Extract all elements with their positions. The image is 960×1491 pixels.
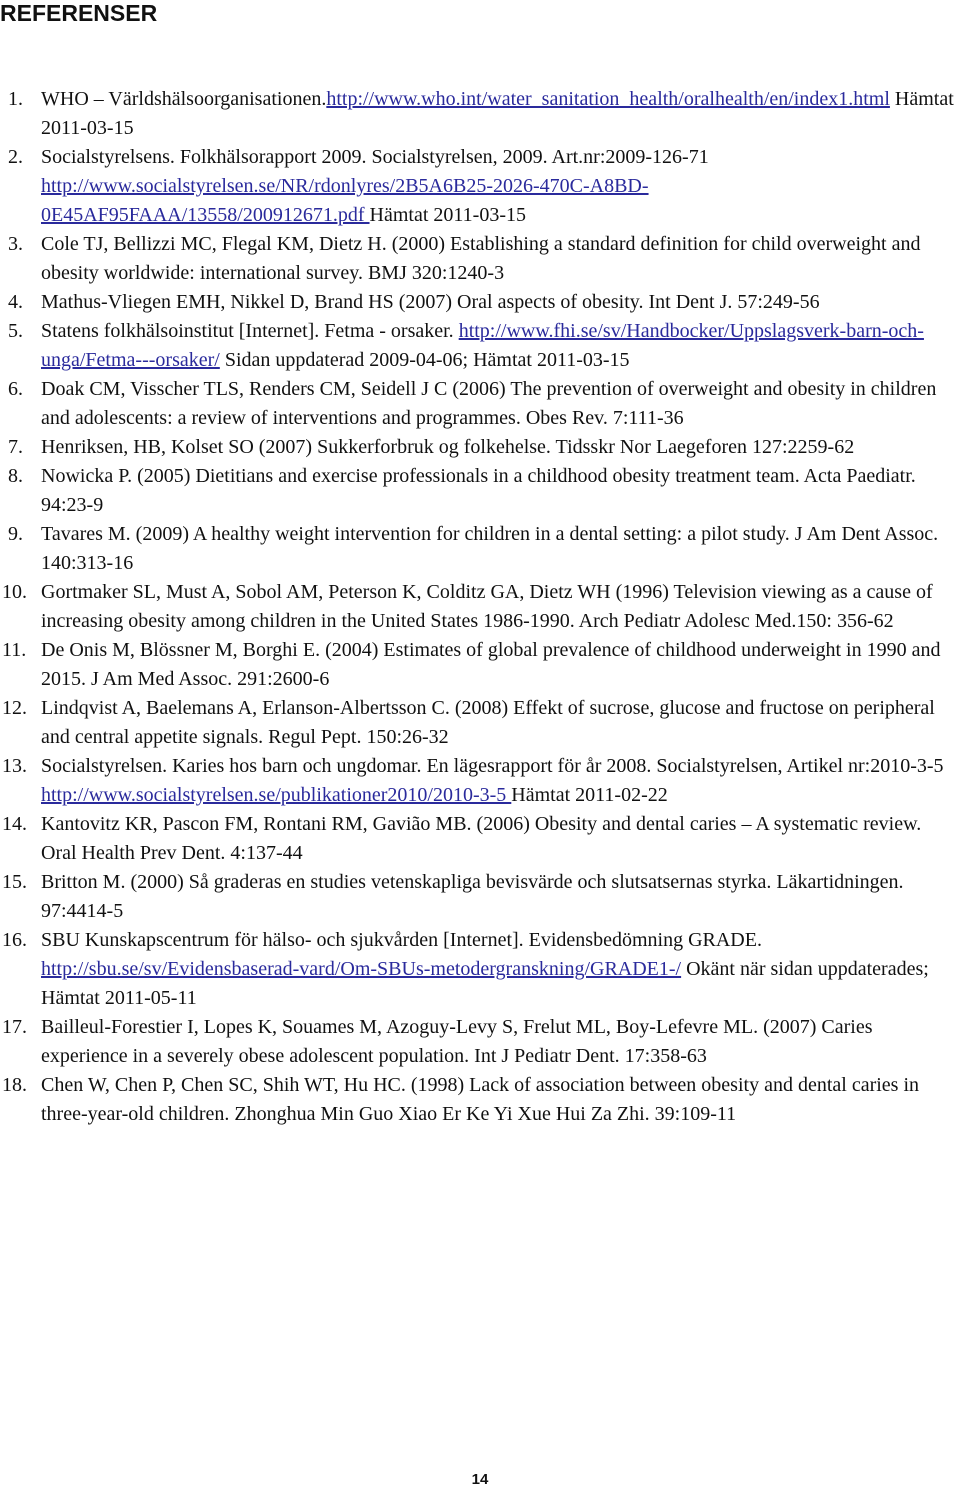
- reference-link[interactable]: http://www.who.int/water_sanitation_health/oralhealth/en/index1.html: [326, 88, 890, 110]
- reference-text: Henriksen, HB, Kolset SO (2007) Sukkerforbruk og folkehelse. Tidsskr Nor Laegeforen 127:2259-62: [41, 436, 855, 458]
- reference-text: Chen W, Chen P, Chen SC, Shih WT, Hu HC. (1998) Lack of association between obesity and dental caries in three-year-old children. Zhonghua Min Guo Xiao Er Ke Yi Xue Hui Za Zhi. 39:109-11: [41, 1074, 920, 1125]
- reference-number: 18.: [2, 1074, 27, 1096]
- reference-number: 17.: [2, 1016, 27, 1038]
- reference-item: [0, 868, 958, 926]
- reference-item: [0, 375, 958, 433]
- reference-item: [0, 926, 958, 1013]
- reference-item: [0, 578, 958, 636]
- reference-number: 13.: [2, 755, 27, 777]
- page-number: 14: [471, 1471, 489, 1488]
- reference-text: Lindqvist A, Baelemans A, Erlanson-Albertsson C. (2008) Effekt of sucrose, glucose and fructose on peripheral and central appetite signals. Regul Pept. 150:26-32: [41, 697, 935, 748]
- reference-link[interactable]: http://www.socialstyrelsen.se/publikationer2010/2010-3-5: [41, 784, 512, 806]
- reference-item: [0, 85, 958, 143]
- reference-item: [0, 752, 958, 810]
- reference-item: [0, 317, 958, 375]
- reference-text-after: Hämtat 2011-03-15: [41, 88, 954, 139]
- reference-number: 5.: [8, 320, 23, 342]
- reference-number: 12.: [2, 697, 27, 719]
- reference-text: Britton M. (2000) Så graderas en studies vetenskapliga bevisvärde och slutsatsernas styrka. Läkartidningen. 97:4414-5: [41, 871, 904, 922]
- reference-number: 15.: [2, 871, 27, 893]
- reference-item: [0, 462, 958, 520]
- reference-item: [0, 288, 958, 317]
- reference-item: [0, 1013, 958, 1071]
- reference-number: 14.: [2, 813, 27, 835]
- reference-text: Bailleul-Forestier I, Lopes K, Souames M, Azoguy-Levy S, Frelut ML, Boy-Lefevre ML. (2007) Caries experience in a severely obese adolescent population. Int J Pediatr Dent. 17:358-63: [41, 1016, 873, 1067]
- reference-text: Statens folkhälsoinstitut [Internet]. Fetma - orsaker.: [41, 320, 459, 342]
- reference-text: Kantovitz KR, Pascon FM, Rontani RM, Gavião MB. (2006) Obesity and dental caries – A systematic review. Oral Health Prev Dent. 4:137-44: [41, 813, 922, 864]
- reference-item: [0, 433, 958, 462]
- reference-text: SBU Kunskapscentrum för hälso- och sjukvården [Internet]. Evidensbedömning GRADE.: [41, 929, 762, 951]
- reference-text: Socialstyrelsens. Folkhälsorapport 2009. Socialstyrelsen, 2009. Art.nr:2009-126-71: [41, 146, 709, 168]
- reference-item: [0, 230, 958, 288]
- reference-number: 10.: [2, 581, 27, 603]
- reference-number: 4.: [8, 291, 23, 313]
- reference-link[interactable]: http://www.socialstyrelsen.se/NR/rdonlyres/2B5A6B25-2026-470C-A8BD-0E45AF95FAAA/13558/200912671.pdf: [41, 175, 649, 226]
- reference-item: [0, 694, 958, 752]
- reference-link[interactable]: http://www.fhi.se/sv/Handbocker/Uppslagsverk-barn-och-unga/Fetma---orsaker/: [41, 320, 924, 371]
- reference-item: [0, 810, 958, 868]
- reference-text: Tavares M. (2009) A healthy weight intervention for children in a dental setting: a pilot study. J Am Dent Assoc. 140:313-16: [41, 523, 939, 574]
- references-heading: REFERENSER: [0, 0, 158, 26]
- reference-text-after: Hämtat 2011-02-22: [511, 784, 668, 806]
- reference-text: Cole TJ, Bellizzi MC, Flegal KM, Dietz H. (2000) Establishing a standard definition for child overweight and obesity worldwide: international survey. BMJ 320:1240-3: [41, 233, 921, 284]
- reference-number: 8.: [8, 465, 23, 487]
- reference-text: Socialstyrelsen. Karies hos barn och ungdomar. En lägesrapport för år 2008. Socialstyrelsen, Artikel nr:2010-3-5: [41, 755, 944, 777]
- reference-text: Gortmaker SL, Must A, Sobol AM, Peterson K, Colditz GA, Dietz WH (1996) Television viewing as a cause of increasing obesity among children in the United States 1986-1990. Arch Pediatr Adolesc Med.150: 356-62: [41, 581, 933, 632]
- reference-list: [0, 85, 958, 1129]
- reference-number: 7.: [8, 436, 23, 458]
- reference-number: 3.: [8, 233, 23, 255]
- reference-number: 2.: [8, 146, 23, 168]
- reference-text-after: Okänt när sidan uppdaterades; Hämtat 2011-05-11: [41, 958, 929, 1009]
- reference-link[interactable]: http://sbu.se/sv/Evidensbaserad-vard/Om-SBUs-metodergranskning/GRADE1-/: [41, 958, 682, 980]
- reference-text-after: Hämtat 2011-03-15: [369, 204, 526, 226]
- reference-item: [0, 143, 958, 230]
- reference-text: WHO – Världshälsoorganisationen.: [41, 88, 327, 110]
- reference-number: 16.: [2, 929, 27, 951]
- reference-item: [0, 1071, 958, 1129]
- reference-number: 6.: [8, 378, 23, 400]
- reference-text: De Onis M, Blössner M, Borghi E. (2004) Estimates of global prevalence of childhood underweight in 1990 and 2015. J Am Med Assoc. 291:2600-6: [41, 639, 941, 690]
- reference-text-after: Sidan uppdaterad 2009-04-06; Hämtat 2011-03-15: [219, 349, 630, 371]
- reference-text: Mathus-Vliegen EMH, Nikkel D, Brand HS (2007) Oral aspects of obesity. Int Dent J. 57:249-56: [41, 291, 820, 313]
- reference-number: 9.: [8, 523, 23, 545]
- reference-text: Doak CM, Visscher TLS, Renders CM, Seidell J C (2006) The prevention of overweight and obesity in children and adolescents: a review of interventions and programmes. Obes Rev. 7:111-36: [41, 378, 937, 429]
- reference-text: Nowicka P. (2005) Dietitians and exercise professionals in a childhood obesity treatment team. Acta Paediatr. 94:23-9: [41, 465, 916, 516]
- reference-number: 1.: [8, 88, 23, 110]
- reference-item: [0, 520, 958, 578]
- reference-number: 11.: [2, 639, 27, 661]
- reference-item: [0, 636, 958, 694]
